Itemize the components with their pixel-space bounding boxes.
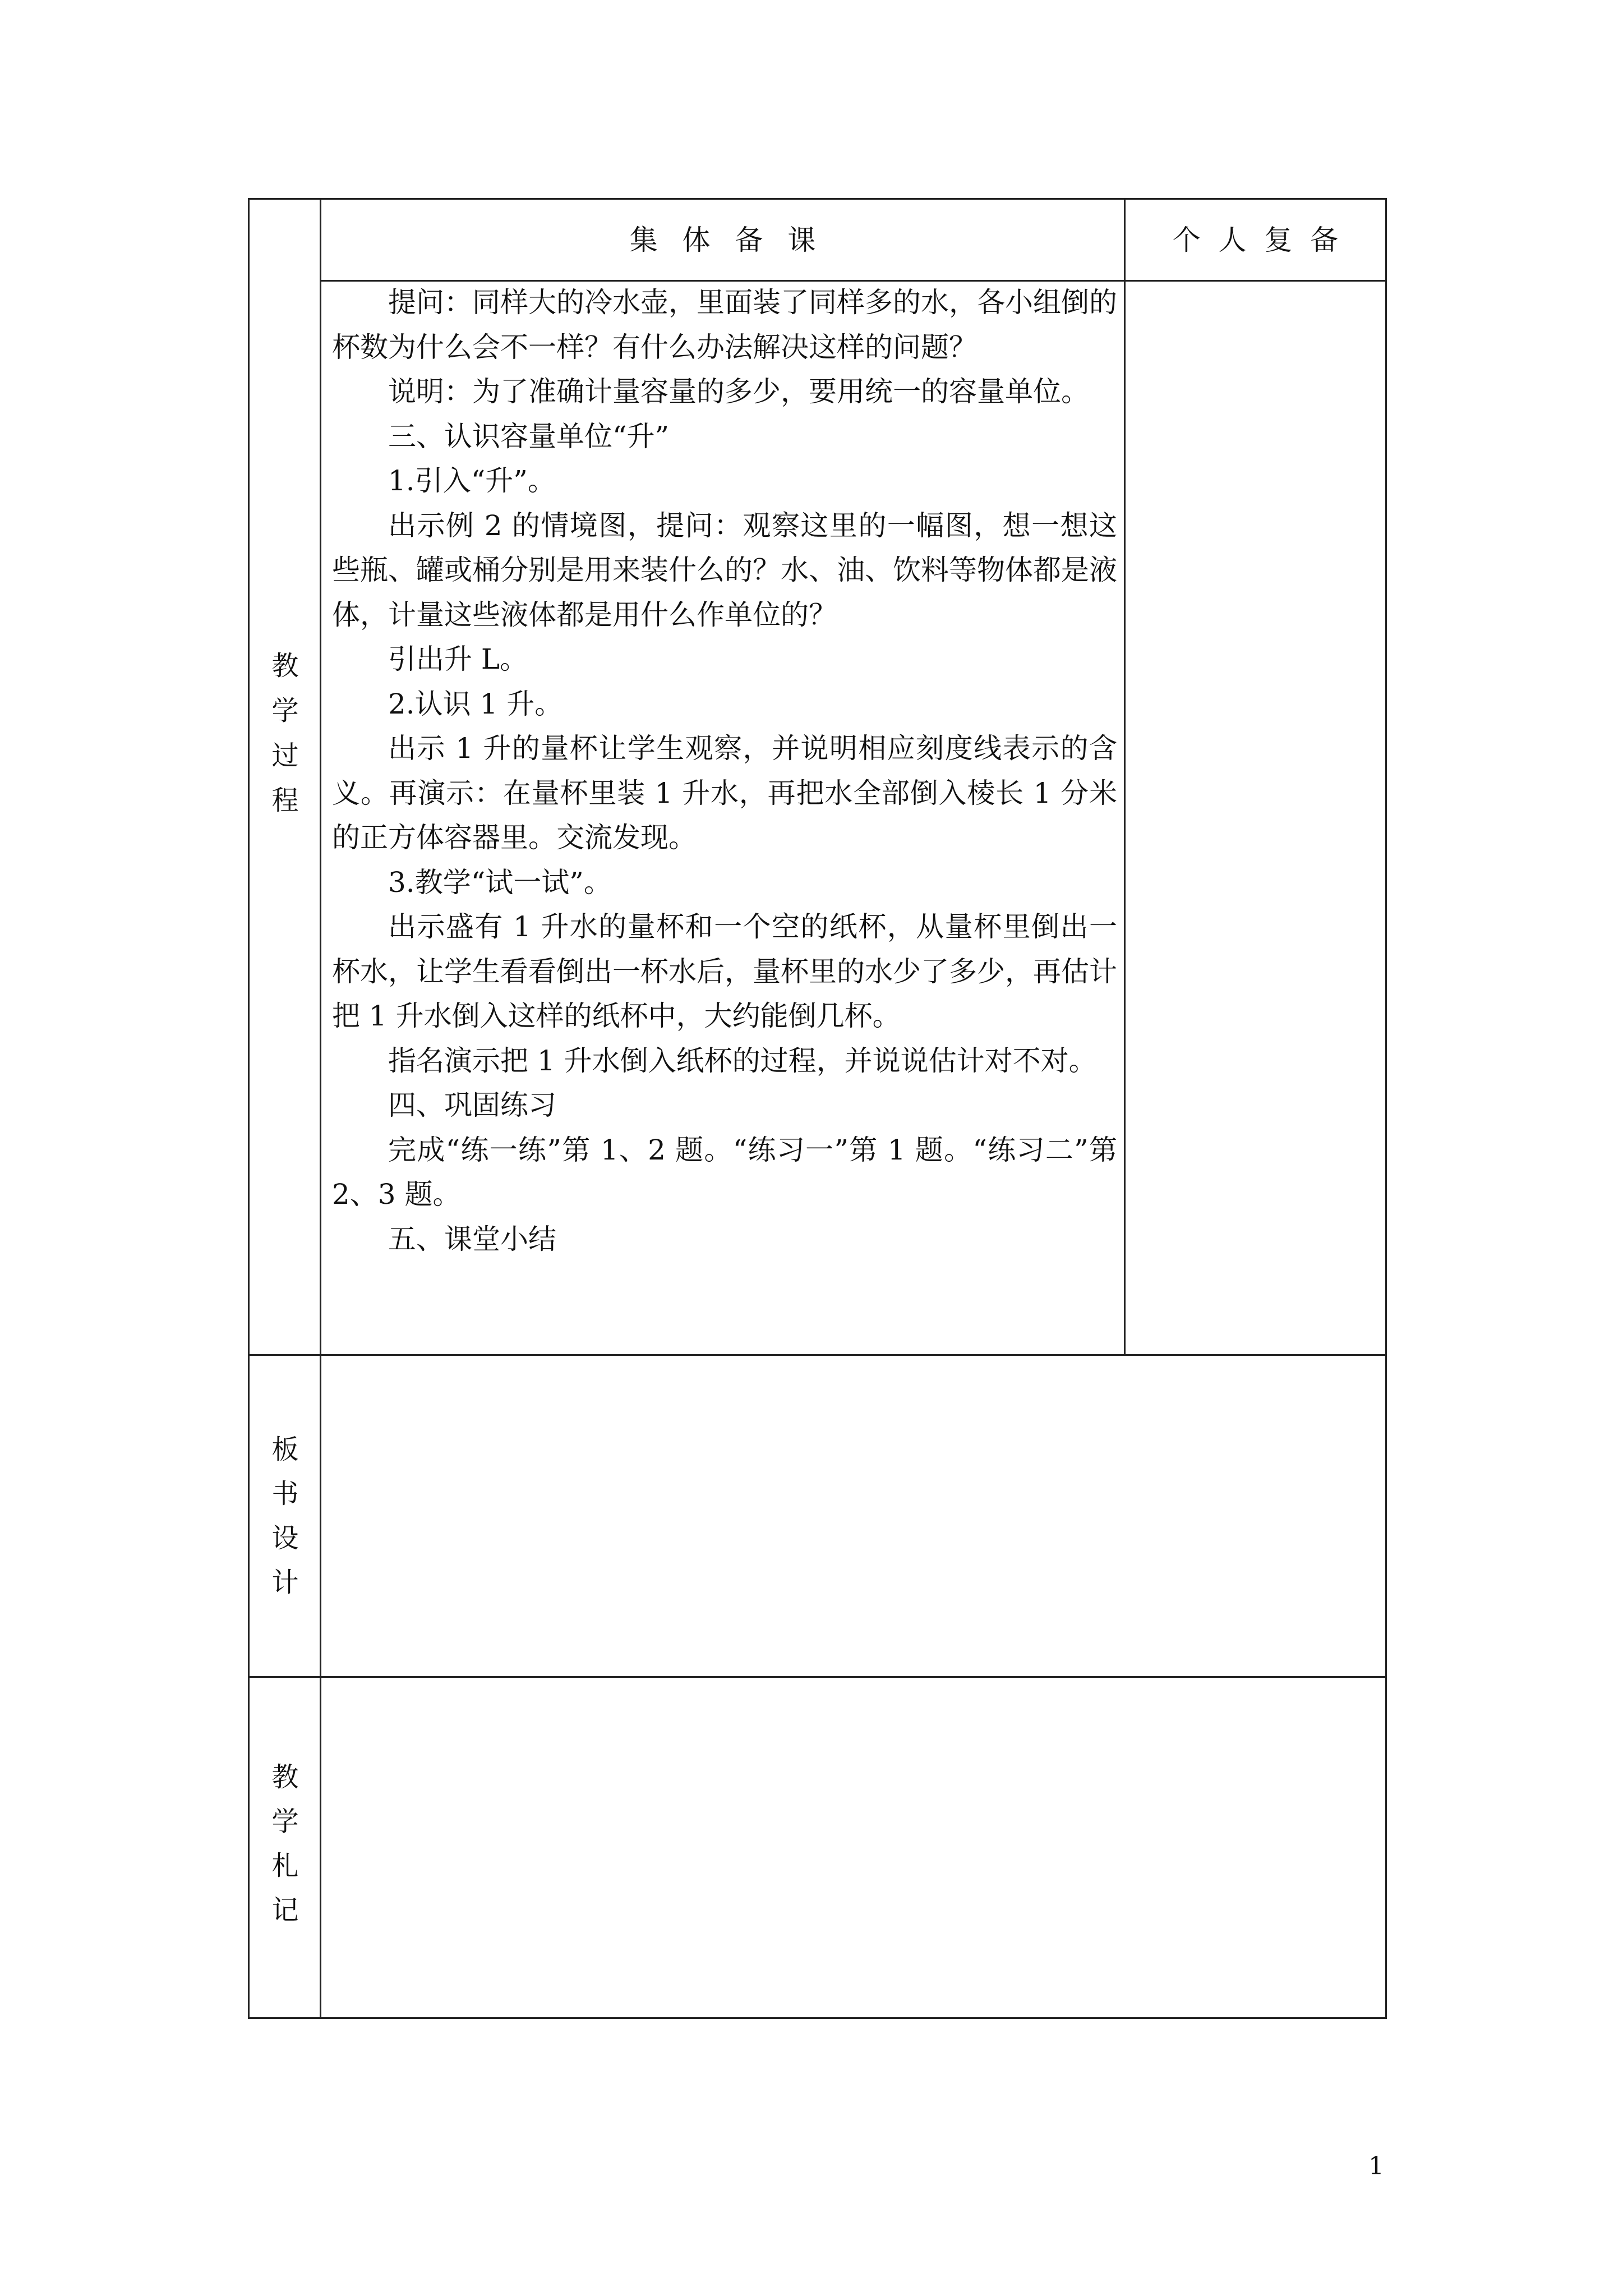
lesson-content: [332, 280, 1117, 1262]
lesson-paragraph: 说明：为了准确计量容量的多少，要用统一的容量单位。: [388, 375, 1089, 408]
section-heading: 四、巩固练习: [388, 1089, 556, 1121]
label-char: 板: [271, 1434, 299, 1465]
section-divider-1: [248, 1354, 1387, 1356]
teaching-notes-label: [250, 1761, 321, 1926]
label-char: 设: [271, 1522, 299, 1554]
lesson-paragraph: 引出升 L。: [388, 643, 528, 675]
table-border-left: [248, 198, 250, 2019]
label-char: 学: [271, 695, 299, 726]
label-column-divider: [320, 198, 321, 2019]
table-border-right: [1385, 198, 1387, 2019]
personal-review-heading: 个 人 复 备: [1172, 223, 1339, 256]
lesson-paragraph: 出示盛有 1 升水的量杯和一个空的纸杯，从量杯里倒出一杯水，让学生看看倒出一杯水后，量杯里的水少了多少，再估计把 1 升水倒入这样的纸杯中，大约能倒几杯。: [332, 910, 1117, 1032]
collective-prep-heading: 集 体 备 课: [629, 223, 816, 256]
teaching-process-label: [250, 652, 321, 814]
table-border-bottom: [248, 2017, 1387, 2019]
lesson-paragraph: 3.教学“试一试”。: [388, 866, 612, 899]
section-heading: 五、课堂小结: [388, 1222, 556, 1255]
lesson-paragraph: 提问：同样大的冷水壶，里面装了同样多的水，各小组倒的杯数为什么会不一样？有什么办法解决这样的问题？: [332, 286, 1117, 364]
personal-column-divider: [1124, 198, 1126, 1356]
section-heading: 三、认识容量单位“升”: [388, 420, 670, 453]
section-divider-2: [248, 1676, 1387, 1678]
label-char: 记: [271, 1894, 299, 1926]
lesson-paragraph: 出示 1 升的量杯让学生观察，并说明相应刻度线表示的含义。再演示：在量杯里装 1 升水，再把水全部倒入棱长 1 分米的正方体容器里。交流发现。: [332, 732, 1117, 854]
label-char: 教: [271, 1761, 299, 1793]
board-design-label: [250, 1436, 321, 1596]
page-number: 1: [1368, 2152, 1384, 2180]
lesson-paragraph: 2.认识 1 升。: [388, 687, 563, 720]
label-char: 札: [271, 1850, 299, 1881]
lesson-paragraph: 出示例 2 的情境图，提问：观察这里的一幅图，想一想这些瓶、罐或桶分别是用来装什么的？水、油、饮料等物体都是液体，计量这些液体都是用什么作单位的？: [332, 509, 1117, 631]
label-char: 程: [271, 785, 299, 816]
label-char: 学: [271, 1806, 299, 1837]
label-char: 计: [271, 1567, 299, 1598]
lesson-paragraph: 完成“练一练”第 1、2 题。“练习一”第 1 题。“练习二”第 2、3 题。: [332, 1133, 1117, 1211]
lesson-paragraph: 指名演示把 1 升水倒入纸杯的过程，并说说估计对不对。: [388, 1044, 1097, 1077]
lesson-paragraph: 1.引入“升”。: [388, 464, 556, 497]
label-char: 过: [271, 740, 299, 771]
label-char: 教: [271, 650, 299, 682]
label-char: 书: [271, 1478, 299, 1510]
